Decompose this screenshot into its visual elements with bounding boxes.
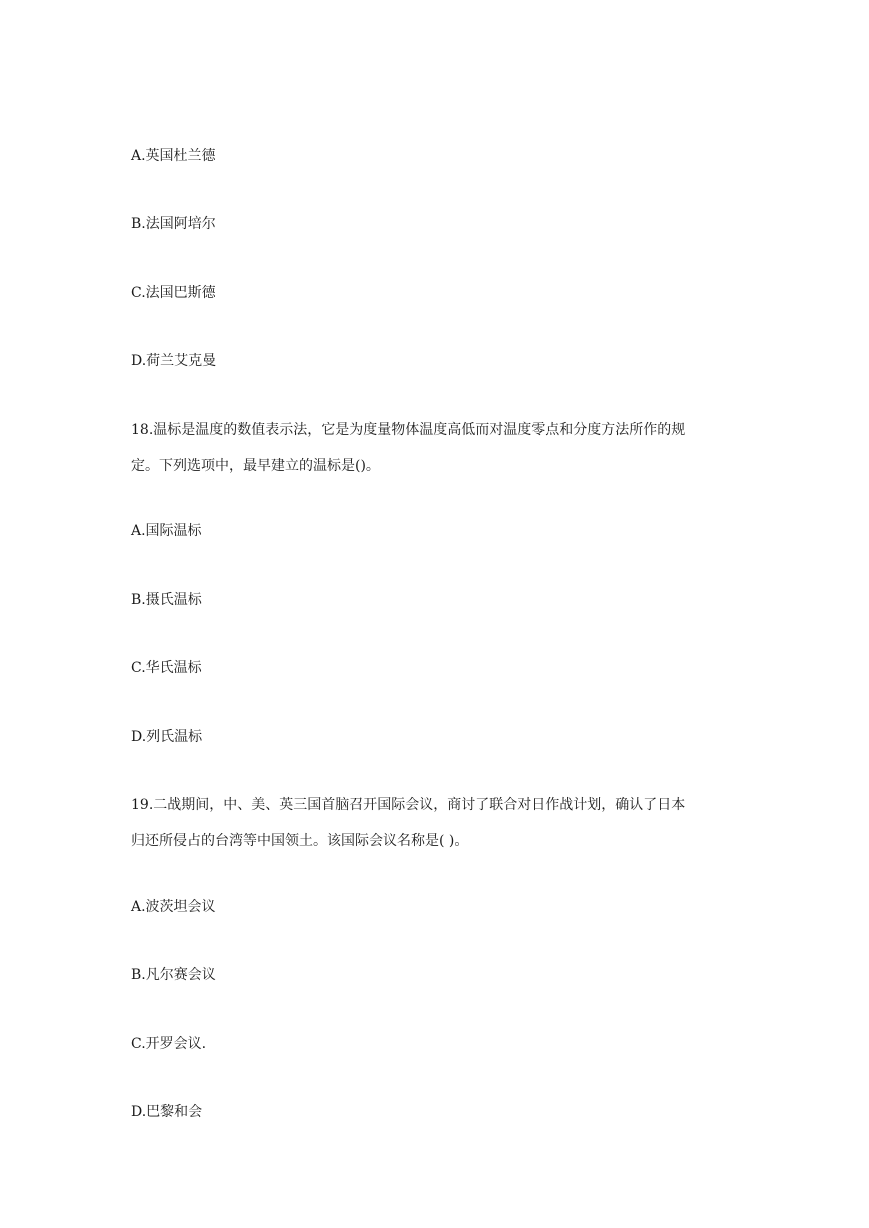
q19-option-b: B.凡尔赛会议 — [131, 967, 216, 983]
q19-stem-line1: 19.二战期间，中、美、英三国首脑召开国际会议，商讨了联合对日作战计划，确认了日本 — [131, 797, 686, 813]
q19-option-d: D.巴黎和会 — [131, 1104, 203, 1120]
q18-option-b: B.摄氏温标 — [131, 592, 202, 608]
q17-option-c: C.法国巴斯德 — [131, 285, 216, 301]
q19-option-c: C.开罗会议. — [131, 1036, 207, 1052]
q17-option-b: B.法国阿培尔 — [131, 216, 216, 232]
q18-option-d: D.列氏温标 — [131, 729, 203, 745]
q18-stem-line2: 定。下列选项中，最早建立的温标是()。 — [131, 458, 380, 474]
q18-option-c: C.华氏温标 — [131, 660, 202, 676]
q18-stem-line1: 18.温标是温度的数值表示法，它是为度量物体温度高低而对温度零点和分度方法所作的规 — [131, 422, 686, 438]
q17-option-d: D.荷兰艾克曼 — [131, 353, 217, 369]
q19-option-a: A.波茨坦会议 — [131, 899, 216, 915]
q19-stem-line2: 归还所侵占的台湾等中国领土。该国际会议名称是( )。 — [131, 833, 469, 849]
q17-option-a: A.英国杜兰德 — [131, 148, 216, 164]
q18-option-a: A.国际温标 — [131, 523, 202, 539]
